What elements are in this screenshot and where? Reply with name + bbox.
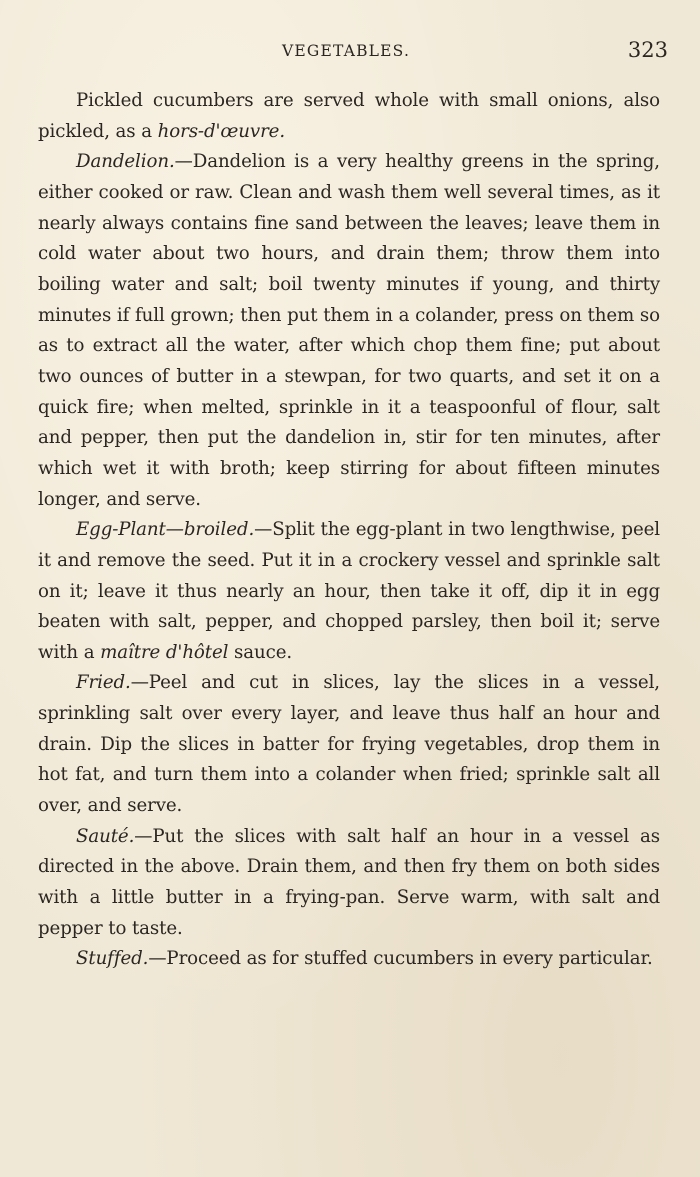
page-header: [38, 38, 668, 68]
heading-dandelion: Dandelion.: [76, 151, 175, 173]
term-hors-doeuvre: hors-d'œuvre.: [157, 120, 286, 142]
heading-stuffed: Stuffed.: [76, 948, 149, 970]
paragraph-saute: Sauté.—Put the slices with salt half an hour in a vessel as directed in the above. Drain them, and then fry them on both sides with a little butter in a frying-pan. Serve warm, with salt and pepper to taste.: [38, 825, 660, 939]
heading-saute: Sauté.: [76, 825, 135, 847]
running-head: VEGETABLES.: [282, 42, 411, 60]
term-maitre-dhotel: maître d'hôtel: [100, 641, 229, 663]
body-text: [38, 86, 660, 975]
paragraph-stuffed: Stuffed.—Proceed as for stuffed cucumbers in every particular.: [76, 948, 653, 970]
paragraph-fried: Fried.—Peel and cut in slices, lay the slices in a vessel, sprinkling salt over every layer, and leave thus half an hour and drain. Dip the slices in batter for frying vegetables, drop them in hot fat, and turn them into a colander when fried; sprinkle salt all over, and serve.: [38, 672, 660, 817]
heading-fried: Fried.: [76, 672, 131, 694]
paragraph-egg-plant-broiled: Egg-Plant—broiled.—Split the egg-plant in two lengthwise, peel it and remove the seed. Put it in a crockery vessel and sprinkle salt on it; leave it thus nearly an hour, then take it off, dip it in egg beaten with salt, pepper, and chopped parsley, then boil it; serve with a maître d'hôtel sauce.: [38, 519, 660, 663]
paragraph-dandelion: Dandelion.—Dandelion is a very healthy greens in the spring, either cooked or raw. Clean and wash them well several times, as it nearly always contains fine sand between the leaves; leave them in cold water about two hours, and drain them; throw them into boiling water and salt; boil twenty minutes if young, and thirty minutes if full grown; then put them in a colander, press on them so as to extract all the water, after which chop them fine; put about two ounces of butter in a stewpan, for two quarts, and set it on a quick fire; when melted, sprinkle in it a teaspoonful of flour, salt and pepper, then put the dandelion in, stir for ten minutes, after which wet it with broth; keep stirring for about fifteen minutes longer, and serve.: [38, 151, 660, 510]
heading-egg-plant-broiled: Egg-Plant—broiled.: [76, 519, 255, 541]
paragraph-pickled-cucumbers: Pickled cucumbers are served whole with small onions, also pickled, as a hors-d'œuvre.: [38, 90, 660, 142]
page-number: 323: [627, 38, 668, 62]
